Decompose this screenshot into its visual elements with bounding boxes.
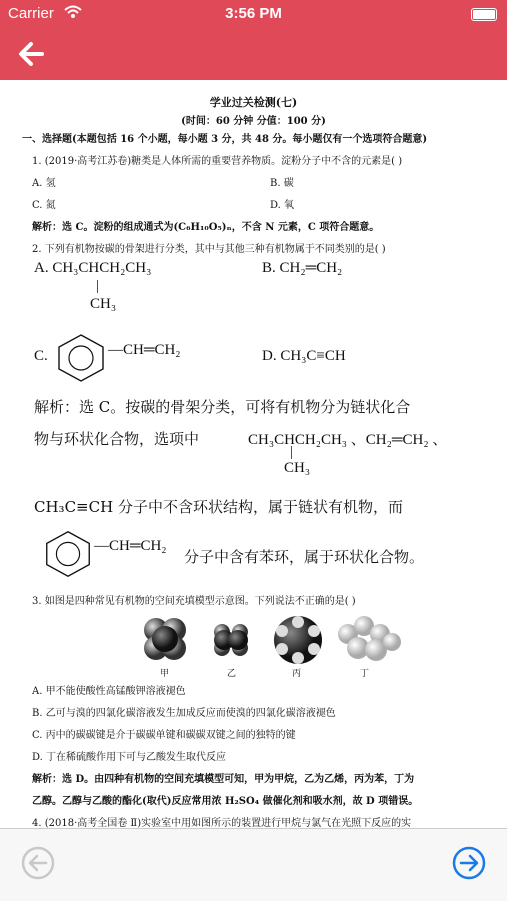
benzene-ring-icon (40, 528, 96, 578)
model-label-jia: 甲 (160, 669, 170, 679)
prev-circle-icon[interactable] (20, 845, 56, 881)
q2-option-c-group: —CH═CH₂ (108, 342, 181, 358)
benzene-ring-icon (52, 332, 110, 382)
doc-meta: (时间：60 分钟 分值：100 分) (181, 116, 326, 127)
q2-option-a: A. CH₃CHCH₂CH₃ (34, 260, 152, 276)
bottom-toolbar (0, 828, 507, 901)
section-heading: 一、选择题(本题包括 16 个小题，每小题 3 分，共 48 分。每小题仅有一个选项符合题意) (22, 134, 428, 145)
benzene-model-icon (274, 616, 322, 664)
q2-option-b: B. CH₂═CH₂ (262, 260, 343, 276)
q2-option-a-bond: | (96, 278, 100, 294)
q3-analysis-line2: 乙醇。乙醇与乙酸的酯化(取代)反应常用浓 H₂SO₄ 做催化剂和吸水剂，故 D 项错误。 (32, 796, 419, 807)
q1-option-a: A. 氢 (32, 178, 56, 189)
q1-option-c: C. 氮 (32, 200, 56, 211)
q3-option-c: C. 丙中的碳碳键是介于碳碳单键和碳碳双键之间的独特的键 (32, 730, 296, 741)
document-page (0, 80, 507, 828)
q1-option-d: D. 氧 (270, 200, 295, 211)
q2-option-c-label: C. (34, 348, 48, 364)
q1-analysis: 解析：选 C。淀粉的组成通式为(C₆H₁₀O₅)ₙ，不含 N 元素，C 项符合题意。 (32, 222, 380, 233)
model-label-yi: 乙 (227, 669, 237, 679)
q2-analysis-formula: CH₃CHCH₂CH₃ 、CH₂═CH₂ 、 (248, 432, 448, 448)
q3-option-d: D. 丁在稀硫酸作用下可与乙酸发生取代反应 (32, 752, 227, 763)
q2-analysis-line1: 解析：选 C。按碳的骨架分类，可将有机物分为链状化合 (34, 398, 411, 416)
status-time: 3:56 PM (225, 5, 282, 22)
nav-bar (0, 28, 507, 80)
q2-analysis-line3: CH₃C≡CH 分子中不含环状结构，属于链状有机物，而 (34, 498, 403, 516)
model-label-ding: 丁 (360, 669, 370, 679)
q2-analysis-group: —CH═CH₂ (94, 538, 167, 554)
q2-analysis-line2: 物与环状化合物，选项中 (34, 430, 200, 448)
q1-stem: 1. (2019·高考江苏卷)糖类是人体所需的重要营养物质。淀粉分子中不含的元素是( ) (32, 156, 403, 167)
methane-model-icon (144, 618, 186, 660)
status-bar (0, 0, 507, 28)
ethanol-model-icon (338, 616, 401, 661)
doc-title: 学业过关检测(七) (209, 96, 298, 109)
q3-analysis-line1: 解析：选 D。由四种有机物的空间充填模型可知，甲为甲烷，乙为乙烯，丙为苯，丁为 (32, 774, 415, 785)
q2-option-a-branch: CH₃ (90, 296, 117, 312)
q4-stem: 4. (2018·高考全国卷 Ⅱ)实验室中用如图所示的装置进行甲烷与氯气在光照下反应的实 (32, 818, 412, 828)
q3-option-a: A. 甲不能使酸性高锰酸钾溶液褪色 (32, 686, 186, 697)
model-label-bing: 丙 (292, 669, 302, 679)
q2-analysis-line4: 分子中含有苯环，属于环状化合物。 (184, 548, 425, 566)
q3-stem: 3. 如图是四种常见有机物的空间充填模型示意图。下列说法不正确的是( ) (32, 596, 356, 607)
q2-option-d: D. CH₃C≡CH (262, 348, 346, 364)
q2-stem: 2. 下列有机物按碳的骨架进行分类，其中与其他三种有机物属于不同类别的是( ) (32, 244, 386, 255)
carrier-label: Carrier (8, 5, 54, 22)
q2-analysis-bond: | (290, 444, 294, 460)
back-arrow-icon[interactable] (12, 34, 52, 74)
battery-icon (471, 8, 497, 21)
ethylene-model-icon (214, 624, 248, 656)
next-circle-icon[interactable] (451, 845, 487, 881)
q1-option-b: B. 碳 (270, 178, 294, 189)
q3-option-b: B. 乙可与溴的四氯化碳溶液发生加成反应而使溴的四氯化碳溶液褪色 (32, 708, 336, 719)
q2-analysis-branch: CH₃ (284, 460, 311, 476)
